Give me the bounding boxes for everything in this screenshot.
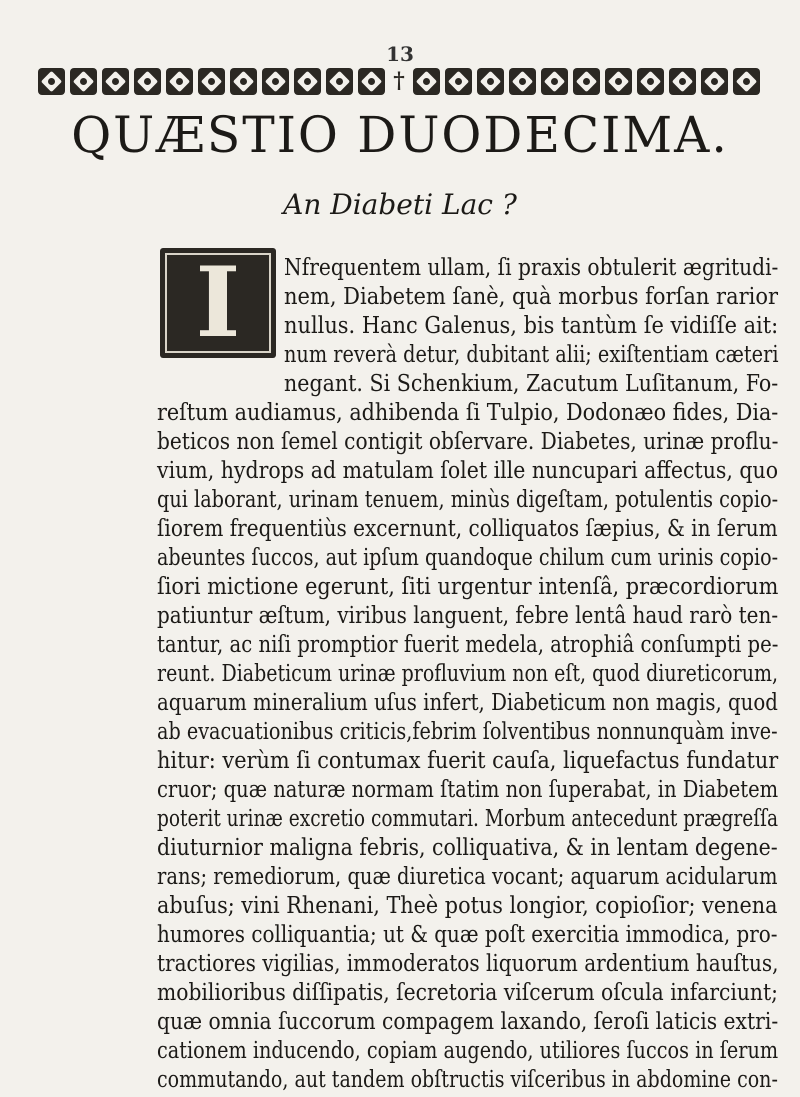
text-line: reſtum audiamus, adhibenda ſi Tulpio, Dodonæo fides, Dia- <box>157 398 779 426</box>
text-line: nullus. Hanc Galenus, bis tantùm ſe vidiſſe ait: <box>284 311 779 339</box>
floral-ornament-icon <box>573 68 600 95</box>
floral-ornament-icon <box>262 68 289 95</box>
text-line: quæ omnia ſuccorum compagem laxando, ſeroſi laticis extri- <box>157 1007 779 1035</box>
floral-ornament-icon <box>102 68 129 95</box>
text-line: aquarum mineralium uſus infert, Diabeticum non magis, quod <box>157 688 778 716</box>
text-line: ſiorem frequentiùs excernunt, colliquatos ſæpius, & in ſerum <box>157 514 778 542</box>
header-ornament-band <box>38 64 760 98</box>
text-line: abeuntes ſuccos, aut ipſum quandoque chilum cum urinis copio- <box>157 543 779 571</box>
ornament-left <box>38 68 385 95</box>
text-line: rans; remediorum, quæ diuretica vocant; aquarum acidularum <box>157 862 778 890</box>
floral-ornament-icon <box>326 68 353 95</box>
drop-cap <box>160 248 276 358</box>
floral-ornament-icon <box>358 68 385 95</box>
text-line: patiuntur æſtum, viribus languent, febre lentâ haud rarò ten- <box>157 601 779 629</box>
text-line: vium, hydrops ad matulam ſolet ille nuncupari affectus, quo <box>157 456 779 484</box>
floral-ornament-icon <box>509 68 536 95</box>
floral-ornament-icon <box>134 68 161 95</box>
floral-ornament-icon <box>605 68 632 95</box>
text-line: commutando, aut tandem obſtructis viſceribus in abdomine con- <box>157 1065 778 1093</box>
floral-ornament-icon <box>669 68 696 95</box>
text-line: tractiores vigilias, immoderatos liquorum ardentium hauſtus, <box>157 949 779 977</box>
text-line: cruor; quæ naturæ normam ſtatim non ſuperabat, in Diabetem <box>157 775 779 803</box>
floral-ornament-icon <box>701 68 728 95</box>
floral-ornament-icon <box>230 68 257 95</box>
floral-ornament-icon <box>733 68 760 95</box>
text-line: hitur: verùm ſi contumax fuerit cauſa, liquefactus fundatur <box>157 746 779 774</box>
floral-ornament-icon <box>294 68 321 95</box>
cross-ornament: † <box>393 68 405 94</box>
text-line: diuturnior maligna febris, colliquativa, & in lentam degene- <box>157 833 778 861</box>
floral-ornament-icon <box>38 68 65 95</box>
text-line: humores colliquantia; ut & quæ poſt exercitia immodica, pro- <box>157 920 778 948</box>
page-number: 13 <box>386 42 414 66</box>
floral-ornament-icon <box>477 68 504 95</box>
text-line: negant. Si Schenkium, Zacutum Luſitanum, Fo- <box>284 369 779 397</box>
text-line: ab evacuationibus criticis,febrim ſolventibus nonnunquàm inve- <box>157 717 778 745</box>
text-line: Nfrequentem ullam, ſi praxis obtulerit ægritudi- <box>284 253 779 281</box>
section-subtitle: An Diabeti Lac ? <box>283 188 517 221</box>
floral-ornament-icon <box>166 68 193 95</box>
text-line: qui laborant, urinam tenuem, minùs digeſtam, potulentis copio- <box>157 485 779 513</box>
text-line: tantur, ac niſi promptior fuerit medela, atrophiâ conſumpti pe- <box>157 630 779 658</box>
text-line: poterit urinæ excretio commutari. Morbum antecedunt prægreſſa <box>157 804 779 832</box>
floral-ornament-icon <box>70 68 97 95</box>
text-line: nem, Diabetem ſanè, quà morbus forſan rarior <box>284 282 778 310</box>
floral-ornament-icon <box>541 68 568 95</box>
text-line: mobilioribus diſſipatis, ſecretoria viſcerum oſcula infarciunt; <box>157 978 778 1006</box>
text-line: reunt. Diabeticum urinæ profluvium non eſt, quod diureticorum, <box>157 659 778 687</box>
floral-ornament-icon <box>637 68 664 95</box>
drop-cap-letter: I <box>195 248 241 358</box>
text-line: cationem inducendo, copiam augendo, utiliores ſuccos in ſerum <box>157 1036 779 1064</box>
floral-ornament-icon <box>413 68 440 95</box>
text-line: num reverà detur, dubitant alii; exiſtentiam cæteri <box>284 340 779 368</box>
text-line: ſiori mictione egerunt, ſiti urgentur intenſâ, præcordiorum <box>157 572 779 600</box>
floral-ornament-icon <box>445 68 472 95</box>
text-line: abuſus; vini Rhenani, Theè potus longior, copioſior; venena <box>157 891 778 919</box>
ornament-right <box>413 68 760 95</box>
floral-ornament-icon <box>198 68 225 95</box>
text-line: beticos non ſemel contigit obſervare. Diabetes, urinæ proflu- <box>157 427 779 455</box>
section-title: QUÆSTIO DUODECIMA. <box>71 106 729 164</box>
